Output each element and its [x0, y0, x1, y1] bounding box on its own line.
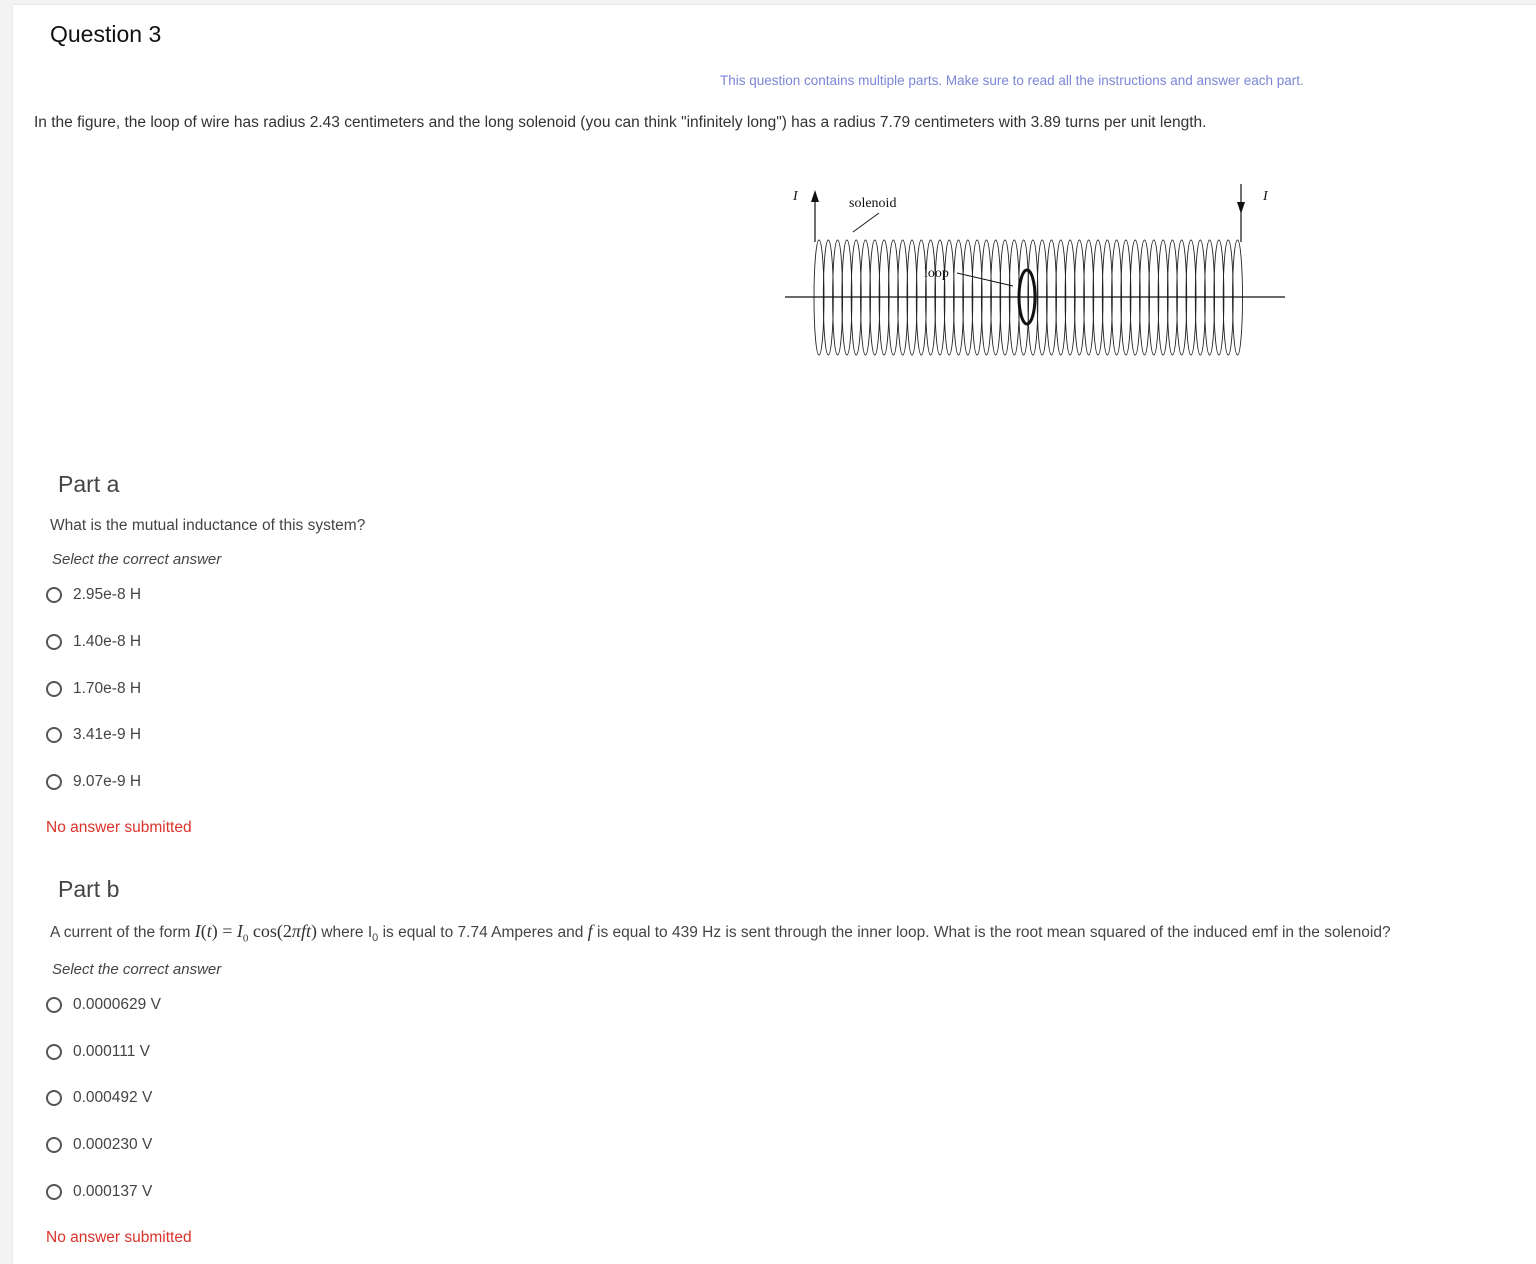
part-a-question: What is the mutual inductance of this system? [50, 517, 366, 534]
radio-button[interactable] [46, 774, 62, 790]
option-label: 0.000111 V [73, 1043, 150, 1060]
solenoid-label: solenoid [849, 196, 897, 211]
radio-button[interactable] [46, 634, 62, 650]
part-b-question-mid1: where I [321, 924, 373, 941]
part-a-option[interactable] [46, 584, 141, 606]
current-formula: $I(t) = I_0$ cos(2πft) [194, 921, 317, 945]
part-b-hint: Select the correct answer [52, 961, 222, 978]
part-b-status: No answer submitted [46, 1229, 192, 1246]
part-b-option[interactable] [46, 1181, 152, 1203]
part-b-question-pre: A current of the form [50, 924, 191, 941]
part-b-question-sub: 0 [372, 932, 379, 945]
part-b-heading: Part b [58, 876, 120, 902]
loop-pointer [957, 273, 1013, 286]
solenoid-pointer [853, 213, 879, 232]
current-label-left: I [793, 189, 798, 204]
part-b-option[interactable] [46, 1041, 150, 1063]
part-b-option[interactable] [46, 1134, 152, 1156]
arrow-down-icon [1237, 202, 1245, 214]
current-label-right: I [1263, 189, 1268, 204]
question-card [13, 5, 1536, 1264]
radio-button[interactable] [46, 1184, 62, 1200]
part-a-option[interactable] [46, 771, 141, 793]
option-label: 0.000137 V [73, 1183, 153, 1200]
part-a-option[interactable] [46, 678, 141, 700]
multipart-notice: This question contains multiple parts. Make sure to read all the instructions and answer each part. [720, 73, 1304, 88]
option-label: 1.40e-8 H [73, 633, 142, 650]
option-label: 1.70e-8 H [73, 680, 142, 697]
option-label: 0.000230 V [73, 1136, 153, 1153]
radio-button[interactable] [46, 1044, 62, 1060]
part-b-question-mid2: is equal to 7.74 Amperes and [382, 924, 584, 941]
radio-button[interactable] [46, 587, 62, 603]
radio-button[interactable] [46, 997, 62, 1013]
part-a-option[interactable] [46, 724, 141, 746]
arrow-up-icon [811, 190, 819, 202]
question-prompt: In the figure, the loop of wire has radius 2.43 centimeters and the long solenoid (you can think "infinitely long") has a radius 7.79 centimeters with 3.89 turns per unit length. [34, 114, 1207, 131]
part-a-status: No answer submitted [46, 819, 192, 836]
question-title: Question 3 [50, 21, 162, 47]
part-b-option[interactable] [46, 1087, 152, 1109]
option-label: 3.41e-9 H [73, 726, 142, 743]
part-a-hint: Select the correct answer [52, 551, 222, 568]
solenoid-figure [771, 180, 1291, 370]
radio-button[interactable] [46, 1137, 62, 1153]
radio-button[interactable] [46, 727, 62, 743]
part-b-question-post: is equal to 439 Hz is sent through the inner loop. What is the root mean squared of the induced emf in the solenoid? [597, 924, 1391, 941]
radio-button[interactable] [46, 1090, 62, 1106]
option-label: 2.95e-8 H [73, 586, 142, 603]
loop-label: loop [924, 266, 949, 281]
part-b-option[interactable] [46, 994, 161, 1016]
option-label: 9.07e-9 H [73, 773, 142, 790]
option-label: 0.000492 V [73, 1089, 153, 1106]
part-a-option[interactable] [46, 631, 141, 653]
part-a-heading: Part a [58, 471, 120, 497]
frequency-symbol: f [587, 921, 593, 941]
part-b-question [50, 921, 1391, 945]
radio-button[interactable] [46, 681, 62, 697]
option-label: 0.0000629 V [73, 996, 161, 1013]
